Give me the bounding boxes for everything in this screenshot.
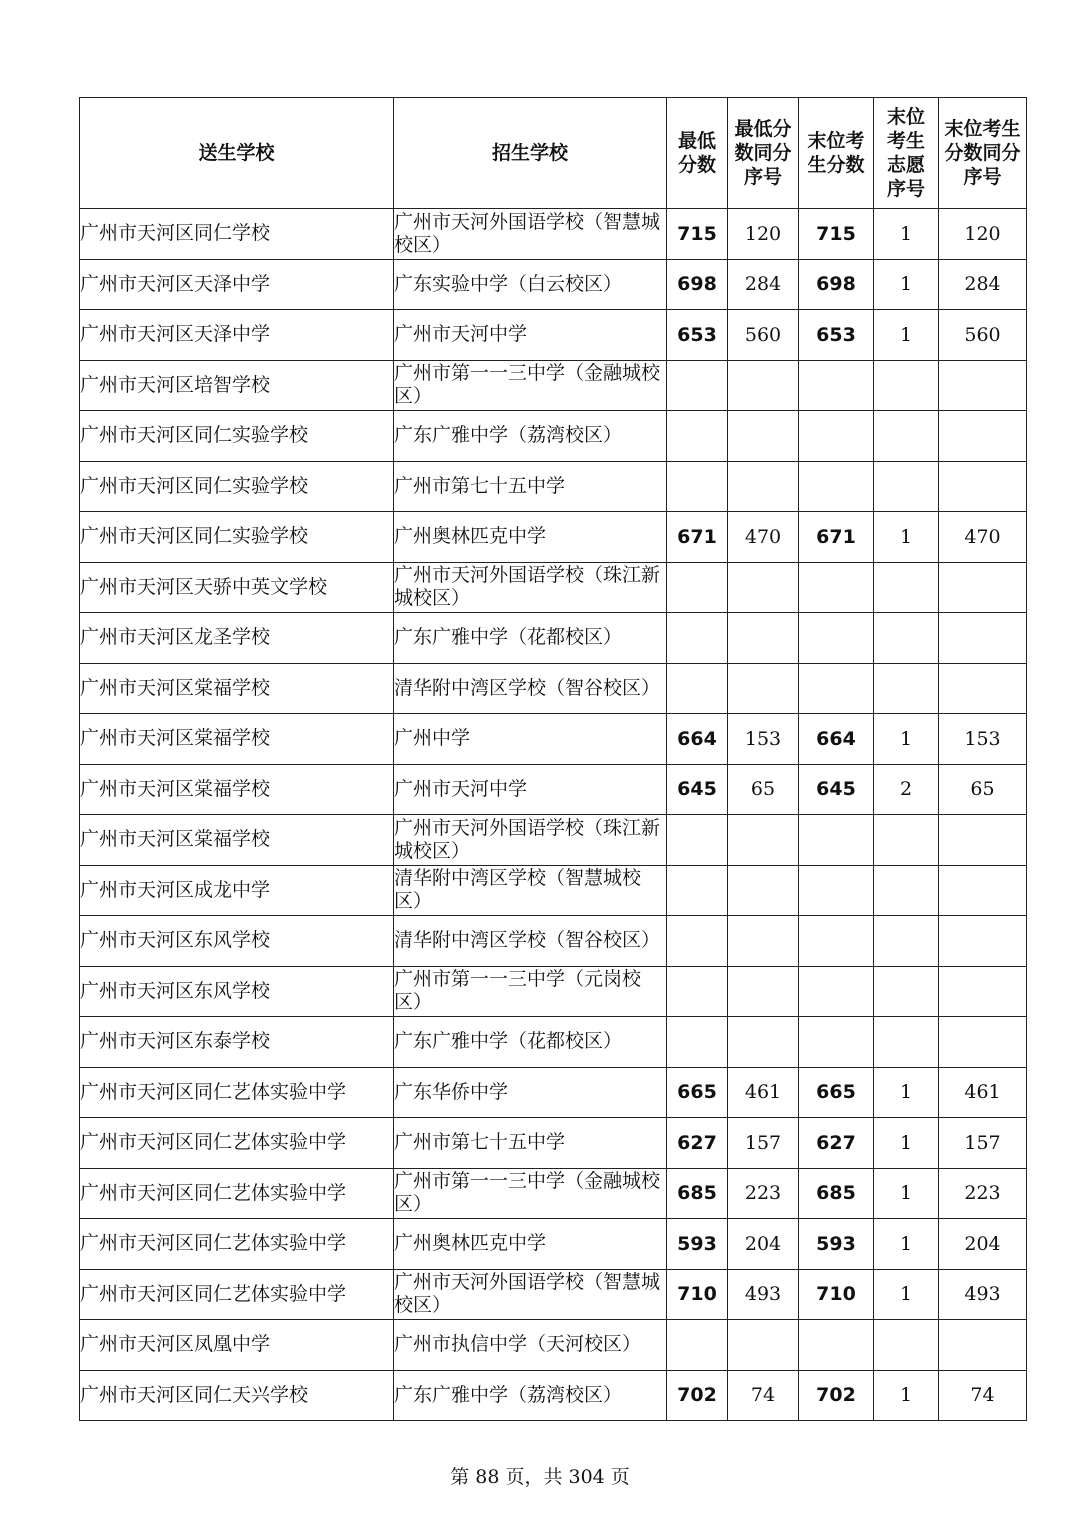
cell-min-score: 671 <box>667 512 728 563</box>
cell-min-score: 645 <box>667 764 728 815</box>
table-row <box>80 1269 1027 1320</box>
table-row <box>80 461 1027 512</box>
cell-min-score: 698 <box>667 259 728 310</box>
table-row <box>80 360 1027 411</box>
cell-min-score <box>667 360 728 411</box>
cell-admitting-school: 广州市第一一三中学（元岗校区） <box>394 966 667 1017</box>
cell-min-score <box>667 1320 728 1371</box>
cell-last-student-score: 665 <box>799 1067 874 1118</box>
cell-min-score-tie-rank: 560 <box>728 310 799 361</box>
table-row <box>80 209 1027 260</box>
cell-last-student-choice-rank <box>874 815 939 866</box>
cell-last-student-choice-rank: 1 <box>874 714 939 765</box>
cell-min-score <box>667 613 728 664</box>
cell-sending-school: 广州市天河区同仁天兴学校 <box>80 1370 394 1421</box>
cell-last-student-tie-rank <box>939 360 1027 411</box>
cell-last-student-tie-rank <box>939 461 1027 512</box>
cell-last-student-score <box>799 916 874 967</box>
cell-admitting-school: 清华附中湾区学校（智慧城校区） <box>394 865 667 916</box>
cell-last-student-choice-rank: 1 <box>874 1269 939 1320</box>
cell-min-score: 593 <box>667 1219 728 1270</box>
cell-min-score-tie-rank: 153 <box>728 714 799 765</box>
table-row <box>80 815 1027 866</box>
cell-min-score <box>667 1017 728 1068</box>
cell-min-score: 627 <box>667 1118 728 1169</box>
cell-last-student-choice-rank: 1 <box>874 1370 939 1421</box>
table-row <box>80 259 1027 310</box>
cell-last-student-score <box>799 411 874 462</box>
cell-sending-school: 广州市天河区同仁实验学校 <box>80 461 394 512</box>
header-sending-school: 送生学校 <box>80 98 394 209</box>
cell-min-score-tie-rank: 223 <box>728 1168 799 1219</box>
cell-last-student-tie-rank <box>939 663 1027 714</box>
cell-sending-school: 广州市天河区棠福学校 <box>80 764 394 815</box>
table-row <box>80 562 1027 613</box>
cell-last-student-tie-rank <box>939 613 1027 664</box>
cell-sending-school: 广州市天河区同仁实验学校 <box>80 411 394 462</box>
cell-min-score-tie-rank <box>728 815 799 866</box>
cell-min-score-tie-rank <box>728 865 799 916</box>
cell-last-student-tie-rank: 493 <box>939 1269 1027 1320</box>
cell-admitting-school: 广州市第七十五中学 <box>394 1118 667 1169</box>
cell-min-score-tie-rank <box>728 461 799 512</box>
cell-min-score-tie-rank <box>728 1320 799 1371</box>
cell-min-score-tie-rank: 284 <box>728 259 799 310</box>
cell-last-student-tie-rank: 461 <box>939 1067 1027 1118</box>
cell-admitting-school: 广州市天河中学 <box>394 764 667 815</box>
cell-last-student-choice-rank <box>874 562 939 613</box>
table-row <box>80 411 1027 462</box>
cell-min-score-tie-rank <box>728 562 799 613</box>
cell-admitting-school: 清华附中湾区学校（智谷校区） <box>394 916 667 967</box>
cell-sending-school: 广州市天河区培智学校 <box>80 360 394 411</box>
cell-last-student-choice-rank: 1 <box>874 259 939 310</box>
cell-last-student-score: 671 <box>799 512 874 563</box>
cell-min-score: 653 <box>667 310 728 361</box>
cell-last-student-choice-rank <box>874 663 939 714</box>
cell-admitting-school: 广东广雅中学（荔湾校区） <box>394 411 667 462</box>
admission-score-table <box>79 97 1027 1421</box>
cell-sending-school: 广州市天河区成龙中学 <box>80 865 394 916</box>
table-row <box>80 663 1027 714</box>
cell-admitting-school: 广州市第七十五中学 <box>394 461 667 512</box>
page-footer: 第 88 页，共 304 页 <box>450 1466 630 1488</box>
cell-admitting-school: 广东华侨中学 <box>394 1067 667 1118</box>
cell-min-score-tie-rank <box>728 916 799 967</box>
cell-sending-school: 广州市天河区同仁艺体实验中学 <box>80 1067 394 1118</box>
cell-sending-school: 广州市天河区同仁艺体实验中学 <box>80 1168 394 1219</box>
cell-last-student-score: 685 <box>799 1168 874 1219</box>
cell-last-student-tie-rank: 560 <box>939 310 1027 361</box>
cell-last-student-score: 593 <box>799 1219 874 1270</box>
header-admitting-school: 招生学校 <box>394 98 667 209</box>
cell-min-score-tie-rank: 120 <box>728 209 799 260</box>
cell-last-student-score: 715 <box>799 209 874 260</box>
table-row <box>80 865 1027 916</box>
cell-admitting-school: 广州市第一一三中学（金融城校区） <box>394 360 667 411</box>
cell-last-student-choice-rank: 1 <box>874 310 939 361</box>
cell-min-score: 715 <box>667 209 728 260</box>
cell-min-score-tie-rank: 470 <box>728 512 799 563</box>
cell-min-score-tie-rank <box>728 411 799 462</box>
header-last-student-score: 末位考 生分数 <box>799 98 874 209</box>
cell-last-student-score <box>799 1320 874 1371</box>
cell-sending-school: 广州市天河区同仁艺体实验中学 <box>80 1219 394 1270</box>
cell-min-score <box>667 815 728 866</box>
cell-last-student-choice-rank <box>874 613 939 664</box>
cell-min-score <box>667 916 728 967</box>
cell-last-student-score <box>799 966 874 1017</box>
cell-last-student-choice-rank <box>874 966 939 1017</box>
cell-last-student-score: 698 <box>799 259 874 310</box>
cell-min-score <box>667 865 728 916</box>
cell-last-student-choice-rank: 1 <box>874 1168 939 1219</box>
cell-last-student-score <box>799 1017 874 1068</box>
cell-last-student-choice-rank: 1 <box>874 1067 939 1118</box>
cell-admitting-school: 广州市天河外国语学校（智慧城校区） <box>394 1269 667 1320</box>
cell-last-student-score: 653 <box>799 310 874 361</box>
cell-last-student-tie-rank: 284 <box>939 259 1027 310</box>
cell-last-student-score <box>799 613 874 664</box>
cell-last-student-tie-rank <box>939 815 1027 866</box>
cell-last-student-tie-rank <box>939 865 1027 916</box>
cell-admitting-school: 广州奥林匹克中学 <box>394 1219 667 1270</box>
cell-last-student-tie-rank <box>939 966 1027 1017</box>
header-min-score-tie-rank: 最低分 数同分 序号 <box>728 98 799 209</box>
cell-min-score <box>667 966 728 1017</box>
table-row <box>80 966 1027 1017</box>
table-row <box>80 916 1027 967</box>
cell-sending-school: 广州市天河区同仁学校 <box>80 209 394 260</box>
cell-last-student-score: 710 <box>799 1269 874 1320</box>
cell-last-student-choice-rank: 2 <box>874 764 939 815</box>
cell-min-score: 664 <box>667 714 728 765</box>
cell-sending-school: 广州市天河区东泰学校 <box>80 1017 394 1068</box>
cell-last-student-choice-rank <box>874 461 939 512</box>
cell-sending-school: 广州市天河区棠福学校 <box>80 663 394 714</box>
cell-last-student-choice-rank <box>874 916 939 967</box>
table-row <box>80 1320 1027 1371</box>
table-row <box>80 1168 1027 1219</box>
cell-last-student-choice-rank: 1 <box>874 1118 939 1169</box>
cell-last-student-choice-rank <box>874 1017 939 1068</box>
cell-admitting-school: 清华附中湾区学校（智谷校区） <box>394 663 667 714</box>
cell-last-student-score <box>799 360 874 411</box>
cell-min-score-tie-rank <box>728 663 799 714</box>
cell-admitting-school: 广州市天河外国语学校（珠江新城校区） <box>394 562 667 613</box>
cell-admitting-school: 广州市执信中学（天河校区） <box>394 1320 667 1371</box>
cell-last-student-choice-rank: 1 <box>874 209 939 260</box>
cell-last-student-choice-rank <box>874 360 939 411</box>
table-row <box>80 714 1027 765</box>
cell-last-student-score: 627 <box>799 1118 874 1169</box>
cell-last-student-tie-rank: 204 <box>939 1219 1027 1270</box>
cell-min-score: 710 <box>667 1269 728 1320</box>
cell-last-student-choice-rank: 1 <box>874 512 939 563</box>
cell-sending-school: 广州市天河区天骄中英文学校 <box>80 562 394 613</box>
cell-last-student-tie-rank: 153 <box>939 714 1027 765</box>
cell-sending-school: 广州市天河区东风学校 <box>80 966 394 1017</box>
cell-last-student-tie-rank: 65 <box>939 764 1027 815</box>
table-row <box>80 613 1027 664</box>
cell-last-student-score: 702 <box>799 1370 874 1421</box>
cell-admitting-school: 广东广雅中学（荔湾校区） <box>394 1370 667 1421</box>
header-last-student-tie-rank: 末位考生 分数同分 序号 <box>939 98 1027 209</box>
table-row <box>80 310 1027 361</box>
cell-admitting-school: 广东实验中学（白云校区） <box>394 259 667 310</box>
cell-last-student-score <box>799 815 874 866</box>
cell-last-student-score: 645 <box>799 764 874 815</box>
cell-sending-school: 广州市天河区天泽中学 <box>80 310 394 361</box>
cell-admitting-school: 广州奥林匹克中学 <box>394 512 667 563</box>
cell-min-score-tie-rank: 65 <box>728 764 799 815</box>
table-body <box>80 209 1027 1421</box>
cell-admitting-school: 广州市第一一三中学（金融城校区） <box>394 1168 667 1219</box>
cell-admitting-school: 广东广雅中学（花都校区） <box>394 613 667 664</box>
cell-sending-school: 广州市天河区凤凰中学 <box>80 1320 394 1371</box>
cell-min-score <box>667 562 728 613</box>
cell-admitting-school: 广东广雅中学（花都校区） <box>394 1017 667 1068</box>
cell-min-score: 702 <box>667 1370 728 1421</box>
cell-min-score-tie-rank: 461 <box>728 1067 799 1118</box>
cell-min-score: 665 <box>667 1067 728 1118</box>
cell-min-score-tie-rank <box>728 966 799 1017</box>
cell-last-student-tie-rank: 223 <box>939 1168 1027 1219</box>
cell-sending-school: 广州市天河区东风学校 <box>80 916 394 967</box>
cell-min-score-tie-rank: 157 <box>728 1118 799 1169</box>
header-min-score: 最低 分数 <box>667 98 728 209</box>
cell-min-score-tie-rank: 74 <box>728 1370 799 1421</box>
table-row <box>80 1118 1027 1169</box>
cell-min-score: 685 <box>667 1168 728 1219</box>
cell-last-student-tie-rank <box>939 562 1027 613</box>
cell-last-student-score <box>799 865 874 916</box>
cell-last-student-tie-rank <box>939 411 1027 462</box>
cell-admitting-school: 广州市天河中学 <box>394 310 667 361</box>
cell-min-score-tie-rank: 493 <box>728 1269 799 1320</box>
cell-admitting-school: 广州市天河外国语学校（珠江新城校区） <box>394 815 667 866</box>
cell-sending-school: 广州市天河区同仁艺体实验中学 <box>80 1118 394 1169</box>
cell-last-student-tie-rank: 157 <box>939 1118 1027 1169</box>
cell-last-student-tie-rank: 470 <box>939 512 1027 563</box>
cell-last-student-choice-rank <box>874 411 939 462</box>
cell-last-student-score: 664 <box>799 714 874 765</box>
cell-last-student-score <box>799 562 874 613</box>
header-last-student-choice-rank: 末位 考生 志愿 序号 <box>874 98 939 209</box>
table-row <box>80 1370 1027 1421</box>
table-row <box>80 764 1027 815</box>
cell-min-score <box>667 411 728 462</box>
cell-last-student-choice-rank <box>874 1320 939 1371</box>
cell-last-student-choice-rank <box>874 865 939 916</box>
cell-admitting-school: 广州市天河外国语学校（智慧城校区） <box>394 209 667 260</box>
cell-last-student-tie-rank <box>939 1320 1027 1371</box>
cell-last-student-score <box>799 461 874 512</box>
cell-min-score-tie-rank <box>728 360 799 411</box>
cell-sending-school: 广州市天河区棠福学校 <box>80 714 394 765</box>
cell-last-student-choice-rank: 1 <box>874 1219 939 1270</box>
cell-min-score <box>667 461 728 512</box>
cell-min-score-tie-rank: 204 <box>728 1219 799 1270</box>
cell-last-student-tie-rank: 120 <box>939 209 1027 260</box>
table-row <box>80 1219 1027 1270</box>
table-row <box>80 1067 1027 1118</box>
table-row <box>80 512 1027 563</box>
cell-min-score-tie-rank <box>728 1017 799 1068</box>
cell-sending-school: 广州市天河区同仁艺体实验中学 <box>80 1269 394 1320</box>
cell-sending-school: 广州市天河区龙圣学校 <box>80 613 394 664</box>
cell-min-score <box>667 663 728 714</box>
cell-sending-school: 广州市天河区棠福学校 <box>80 815 394 866</box>
cell-last-student-score <box>799 663 874 714</box>
cell-last-student-tie-rank <box>939 916 1027 967</box>
header-row <box>80 98 1027 209</box>
cell-min-score-tie-rank <box>728 613 799 664</box>
cell-last-student-tie-rank: 74 <box>939 1370 1027 1421</box>
cell-admitting-school: 广州中学 <box>394 714 667 765</box>
table-row <box>80 1017 1027 1068</box>
cell-last-student-tie-rank <box>939 1017 1027 1068</box>
cell-sending-school: 广州市天河区天泽中学 <box>80 259 394 310</box>
cell-sending-school: 广州市天河区同仁实验学校 <box>80 512 394 563</box>
